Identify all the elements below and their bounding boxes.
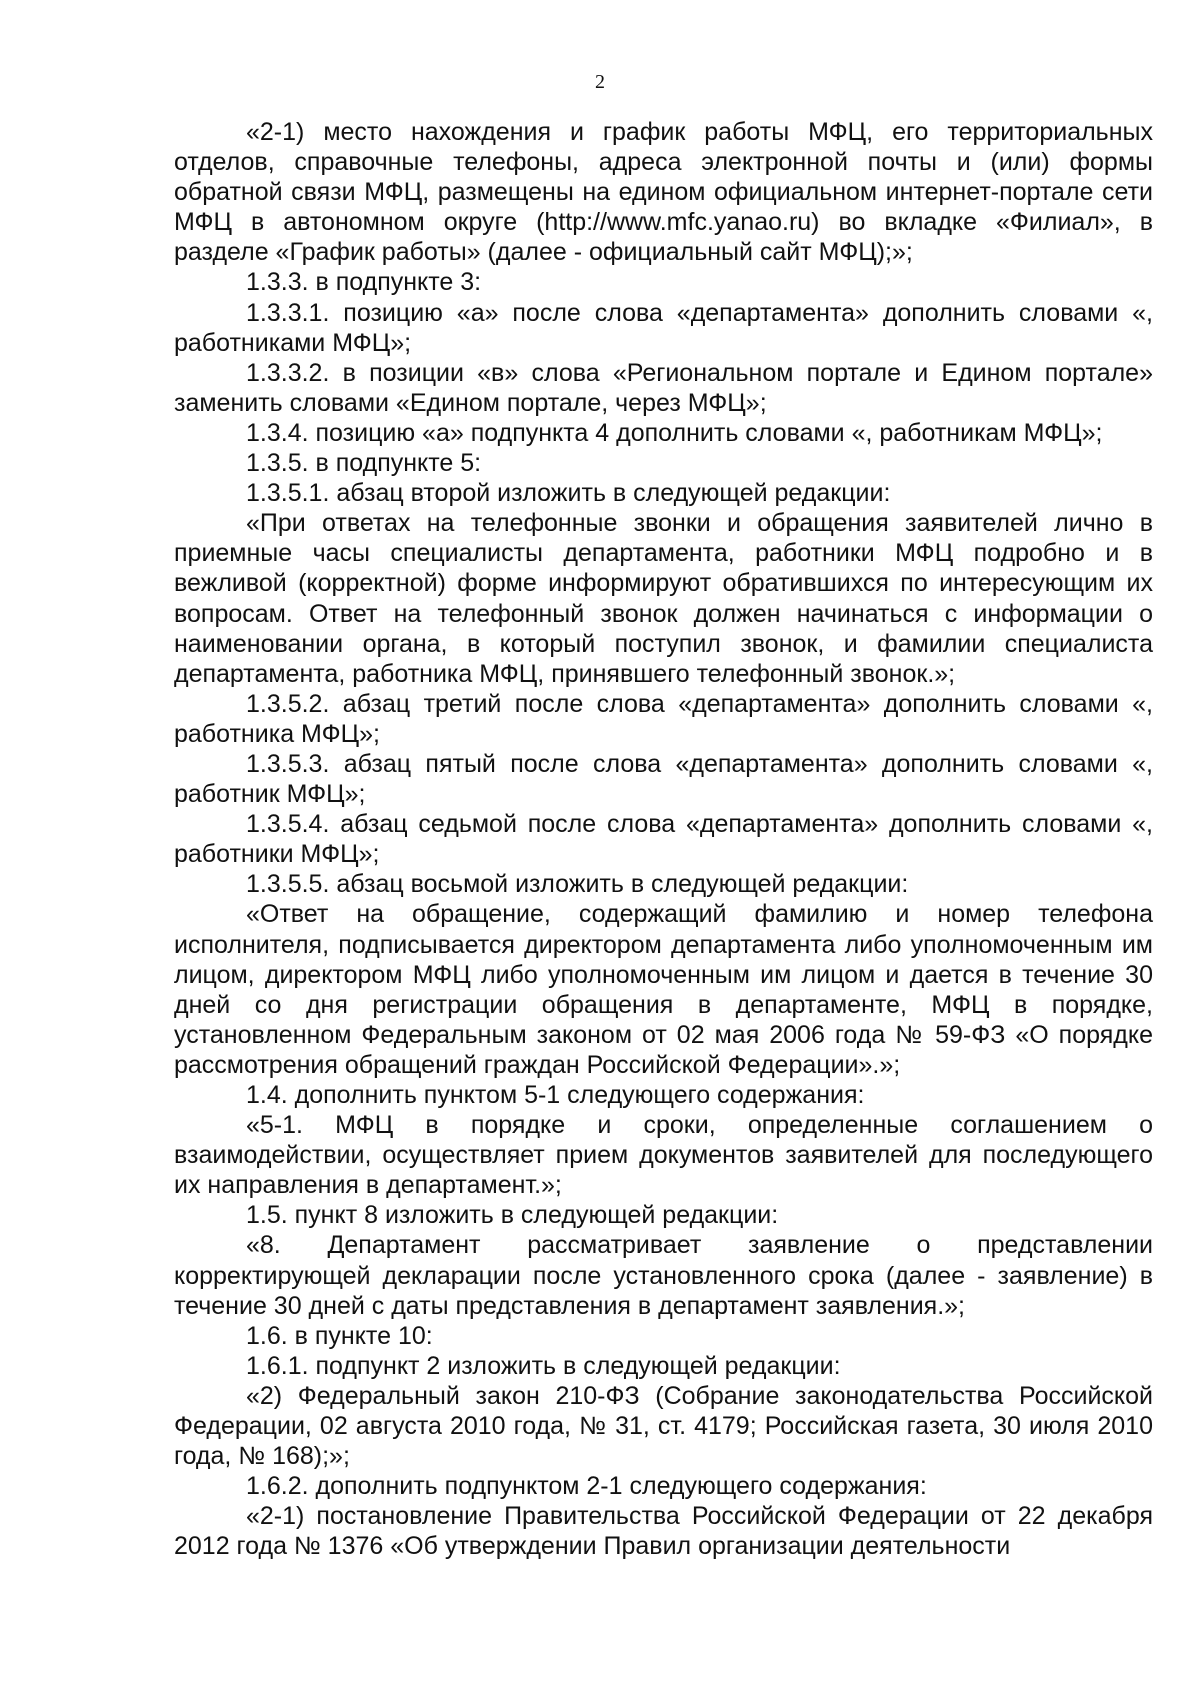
document-body	[174, 117, 1153, 1562]
paragraph-2-1-resolution-quote: «2-1) постановление Правительства Российской Федерации от 22 декабря 2012 года № 1376 «Об утверждении Правил организации деятельности	[174, 1502, 1153, 1561]
paragraph-8-quote: «8. Департамент рассматривает заявление о представлении корректирующей декларации после установленного срока (далее - заявление) в течение 30 дней с даты представления в департамент заявления.»;	[174, 1231, 1153, 1320]
paragraph-2-1-mfc-location: «2-1) место нахождения и график работы МФЦ, его территориальных отделов, справочные телефоны, адреса электронной почты и (или) формы обратной связи МФЦ, размещены на едином официальном интернет-портале сети МФЦ в автономном округе (http://www.mfc.yanao.ru) во вкладке «Филиал», в разделе «График работы» (далее - официальный сайт МФЦ);»;	[174, 118, 1153, 267]
paragraph-5-1-quote: «5-1. МФЦ в порядке и сроки, определенные соглашением о взаимодействии, осуществляет прием документов заявителей для последующего их направления в департамент.»;	[174, 1111, 1153, 1200]
paragraph-1-3-5-2: 1.3.5.2. абзац третий после слова «департамента» дополнить словами «, работника МФЦ»;	[174, 689, 1153, 748]
paragraph-1-3-3: 1.3.3. в подпункте 3:	[246, 268, 482, 297]
paragraph-1-3-5-5: 1.3.5.5. абзац восьмой изложить в следующей редакции:	[246, 870, 909, 899]
paragraph-1-6: 1.6. в пункте 10:	[246, 1321, 433, 1350]
paragraph-1-6-2: 1.6.2. дополнить подпунктом 2-1 следующего содержания:	[246, 1472, 927, 1501]
paragraph-1-6-1: 1.6.1. подпункт 2 изложить в следующей редакции:	[246, 1351, 841, 1380]
paragraph-2-federal-law-quote: «2) Федеральный закон 210-ФЗ (Собрание законодательства Российской Федерации, 02 августа 2010 года, № 31, ст. 4179; Российская газета, 30 июля 2010 года, № 168);»;	[174, 1381, 1153, 1471]
paragraph-1-3-5-1: 1.3.5.1. абзац второй изложить в следующей редакции:	[246, 479, 891, 508]
paragraph-1-3-3-1: 1.3.3.1. позицию «а» после слова «департамента» дополнить словами «, работниками МФЦ»;	[174, 298, 1153, 357]
paragraph-1-4: 1.4. дополнить пунктом 5-1 следующего содержания:	[246, 1081, 865, 1109]
paragraph-1-3-5: 1.3.5. в подпункте 5:	[246, 449, 482, 478]
paragraph-1-3-5-3: 1.3.5.3. абзац пятый после слова «департамента» дополнить словами «, работник МФЦ»;	[174, 749, 1153, 809]
paragraph-1-3-4: 1.3.4. позицию «а» подпункта 4 дополнить словами «, работникам МФЦ»;	[246, 418, 1103, 447]
paragraph-phone-answers-quote: «При ответах на телефонные звонки и обращения заявителей лично в приемные часы специалисты департамента, работники МФЦ подробно и в вежливой (корректной) форме информируют обратившихся по интересующим их вопросам. Ответ на телефонный звонок должен начинаться с информации о наименовании органа, в который поступил звонок, и фамилии специалиста департамента, работника МФЦ, принявшего телефонный звонок.»;	[174, 509, 1153, 688]
paragraph-1-3-3-2: 1.3.3.2. в позиции «в» слова «Региональном портале и Едином портале» заменить словами «Едином портале, через МФЦ»;	[174, 358, 1153, 417]
paragraph-1-3-5-4: 1.3.5.4. абзац седьмой после слова «департамента» дополнить словами «, работники МФЦ»;	[174, 810, 1153, 869]
page-number: 2	[595, 71, 605, 93]
paragraph-reply-quote: «Ответ на обращение, содержащий фамилию и номер телефона исполнителя, подписывается директором департамента либо уполномоченным им лицом, директором МФЦ либо уполномоченным им лицом и дается в течение 30 дней со дня регистрации обращения в департаменте, МФЦ в порядке, установленном Федеральным законом от 02 мая 2006 года № 59-ФЗ «О порядке рассмотрения обращений граждан Российской Федерации».»;	[174, 900, 1153, 1079]
paragraph-1-5: 1.5. пункт 8 изложить в следующей редакции:	[246, 1201, 779, 1230]
